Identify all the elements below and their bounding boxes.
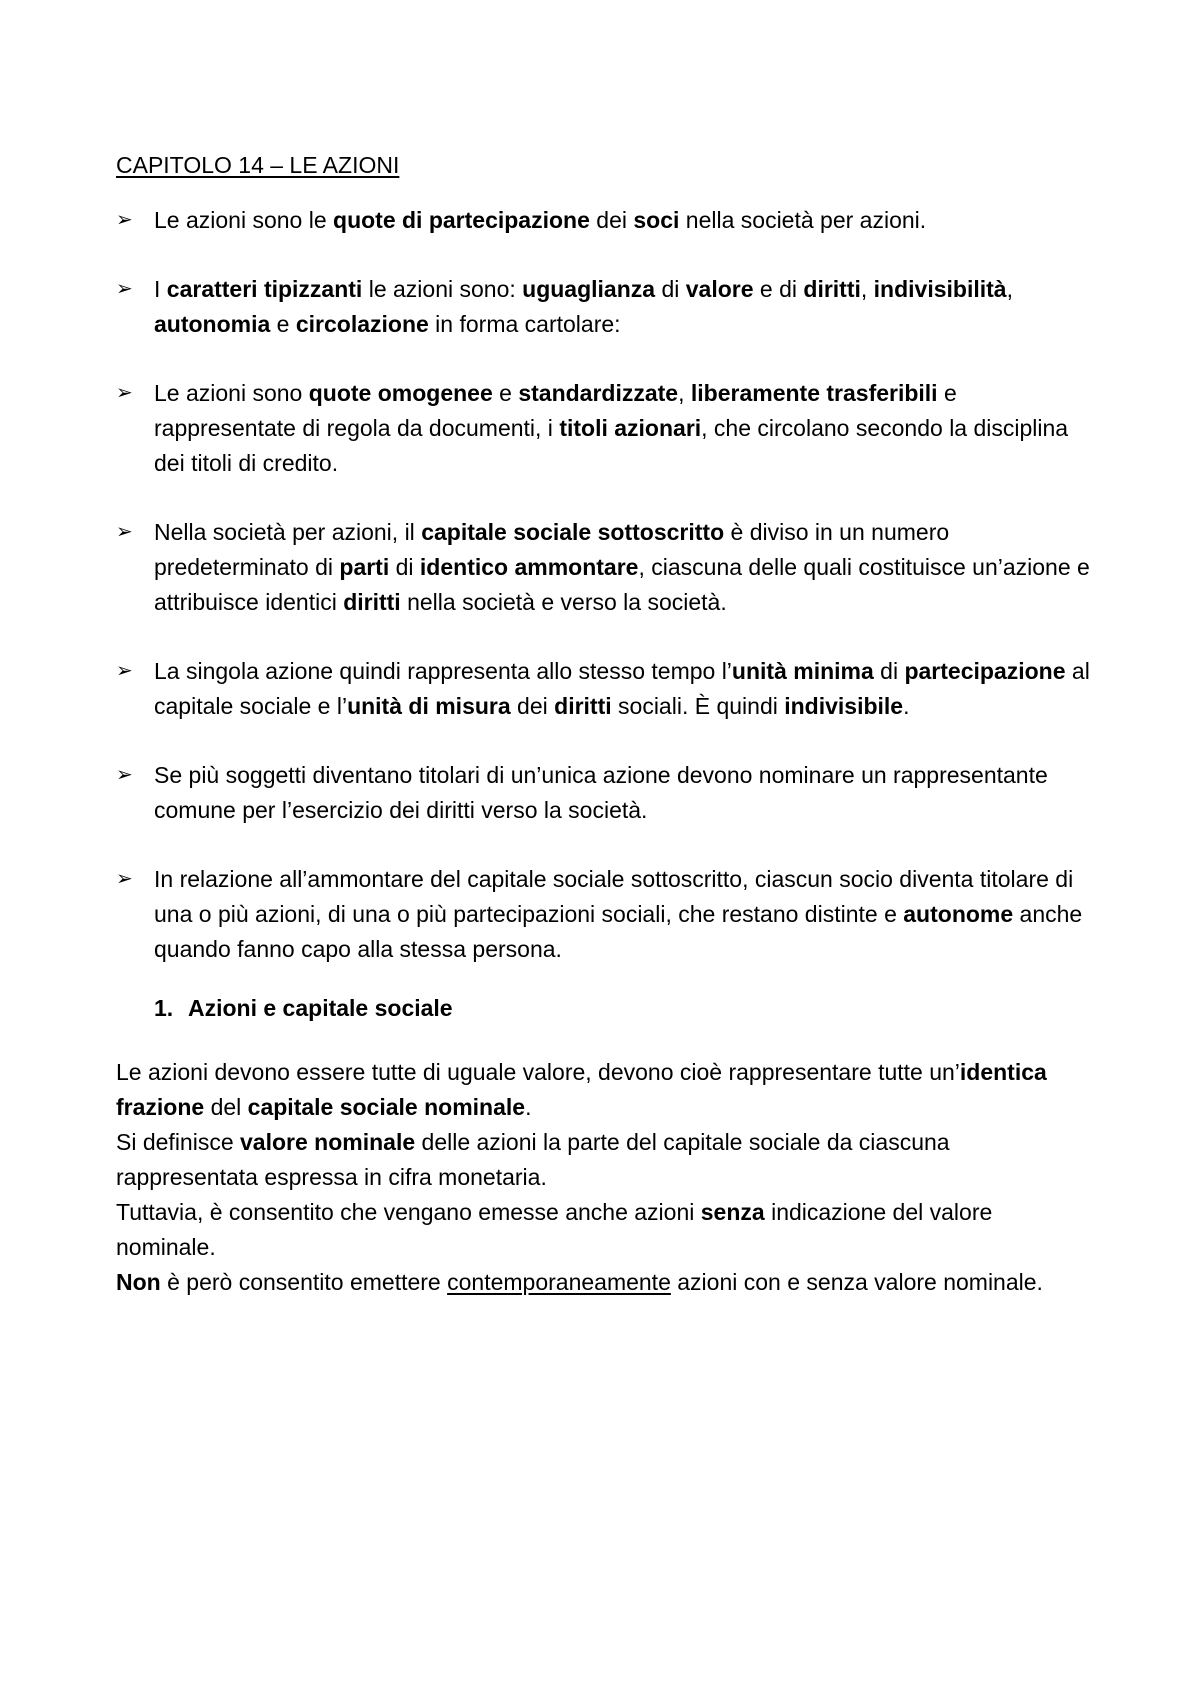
bold-text: standardizzate [518, 380, 679, 406]
bold-text: senza [700, 1199, 765, 1225]
text-run: indicazione del valore nominale. [116, 1199, 993, 1260]
arrowhead-bullet-icon: ➢ [116, 868, 133, 890]
bold-text: identica frazione [116, 1059, 1047, 1120]
text-run: nella società e verso la società. [400, 589, 727, 615]
text-run: dei [589, 207, 634, 233]
list-item-text [154, 866, 1082, 962]
list-item [116, 272, 1096, 342]
text-run: in forma cartolare: [428, 311, 621, 337]
text-run: dei [510, 693, 555, 719]
text-run: e [492, 380, 519, 406]
bold-text: liberamente trasferibili [690, 380, 938, 406]
text-run: di [873, 658, 905, 684]
list-item [116, 758, 1096, 828]
arrowhead-bullet-icon: ➢ [116, 209, 133, 231]
text-run: al capitale sociale e l’ [154, 658, 1090, 719]
body-paragraph [116, 1055, 1096, 1300]
list-item [116, 203, 1096, 238]
bold-text: indivisibilità [873, 276, 1007, 302]
text-run: e rappresentate di regola da documenti, i [154, 380, 957, 441]
bold-text: capitale sociale sottoscritto [421, 519, 725, 545]
text-run: , [678, 380, 691, 406]
text-run: è diviso in un numero predeterminato di [154, 519, 950, 580]
list-item [116, 654, 1096, 724]
bold-text: Non [116, 1269, 161, 1295]
text-run: Le azioni sono le [154, 207, 334, 233]
text-run: delle azioni la parte del capitale sociale da ciascuna rappresentata espressa in cifra monetaria. [116, 1129, 950, 1190]
list-item-text [154, 380, 1068, 476]
list-item [116, 376, 1096, 481]
list-item-text [154, 658, 1090, 719]
bold-text: quote di partecipazione [333, 207, 590, 233]
text-run: è però consentito emettere [160, 1269, 448, 1295]
text-run: , ciascuna delle quali costituisce un’azione e attribuisce identici [154, 554, 1090, 615]
underlined-text: contemporaneamente [447, 1269, 671, 1295]
bold-text: soci [633, 207, 680, 233]
bold-text: parti [339, 554, 390, 580]
bold-text: partecipazione [904, 658, 1066, 684]
text-run: I [154, 276, 167, 302]
text-run: Nella società per azioni, il [154, 519, 422, 545]
bold-text: diritti [343, 589, 401, 615]
text-run: e [270, 311, 296, 337]
text-run: e di [753, 276, 804, 302]
text-run: di [389, 554, 420, 580]
text-run: . [903, 693, 910, 719]
list-item-text [154, 207, 926, 233]
list-item-text [154, 762, 1048, 823]
bold-text: circolazione [295, 311, 429, 337]
bold-text: diritti [554, 693, 612, 719]
arrowhead-bullet-icon: ➢ [116, 660, 133, 682]
bold-text: autonomia [154, 311, 271, 337]
text-run: nella società per azioni. [679, 207, 927, 233]
bold-text: diritti [803, 276, 861, 302]
bold-text: valore nominale [240, 1129, 416, 1155]
section-heading [154, 991, 1096, 1026]
section-number: 1. [154, 995, 174, 1021]
text-run: anche quando fanno capo alla stessa persona. [154, 901, 1083, 962]
list-item-text [154, 519, 1090, 615]
text-run: , che circolano secondo la disciplina dei titoli di credito. [154, 415, 1069, 476]
list-item-text [154, 276, 1013, 337]
text-run: In relazione all’ammontare del capitale sociale sottoscritto, ciascun socio diventa titolare di una o più azioni, di una o più partecipazioni sociali, che restano distinte e [154, 866, 1074, 927]
arrowhead-bullet-icon: ➢ [116, 278, 133, 300]
bold-text: uguaglianza [522, 276, 656, 302]
bold-text: capitale sociale nominale [247, 1094, 526, 1120]
text-run: , [860, 276, 874, 302]
text-run: Si definisce [116, 1129, 241, 1155]
bold-text: unità di misura [347, 693, 511, 719]
text-run: Le azioni devono essere tutte di uguale valore, devono cioè rappresentare tutte un’ [116, 1059, 960, 1085]
bold-text: unità minima [731, 658, 874, 684]
arrowhead-bullet-icon: ➢ [116, 521, 133, 543]
text-run: di [655, 276, 686, 302]
text-run: sociali. È quindi [611, 693, 785, 719]
bold-text: caratteri tipizzanti [166, 276, 363, 302]
bold-text: identico ammontare [419, 554, 639, 580]
text-run: La singola azione quindi rappresenta allo stesso tempo l’ [154, 658, 732, 684]
list-item [116, 862, 1096, 967]
list-item [116, 515, 1096, 620]
document-content [116, 148, 1096, 1300]
arrowhead-bullet-icon: ➢ [116, 382, 133, 404]
text-run: Se più soggetti diventano titolari di un’unica azione devono nominare un rappresentante comune per l’esercizio dei diritti verso la società. [154, 762, 1048, 823]
chapter-title: CAPITOLO 14 – LE AZIONI [116, 152, 400, 178]
bold-text: indivisibile [784, 693, 904, 719]
text-run: Le azioni sono [154, 380, 309, 406]
text-run: del [204, 1094, 248, 1120]
bullet-list [116, 203, 1096, 967]
bold-text: titoli azionari [559, 415, 702, 441]
bold-text: autonome [903, 901, 1014, 927]
text-run: Tuttavia, è consentito che vengano emesse anche azioni [116, 1199, 701, 1225]
bold-text: valore [685, 276, 754, 302]
arrowhead-bullet-icon: ➢ [116, 764, 133, 786]
text-run: . [525, 1094, 532, 1120]
bold-text: quote omogenee [308, 380, 493, 406]
text-run: , [1006, 276, 1013, 302]
section-title: Azioni e capitale sociale [188, 995, 453, 1021]
text-run: azioni con e senza valore nominale. [670, 1269, 1043, 1295]
text-run: le azioni sono: [362, 276, 523, 302]
